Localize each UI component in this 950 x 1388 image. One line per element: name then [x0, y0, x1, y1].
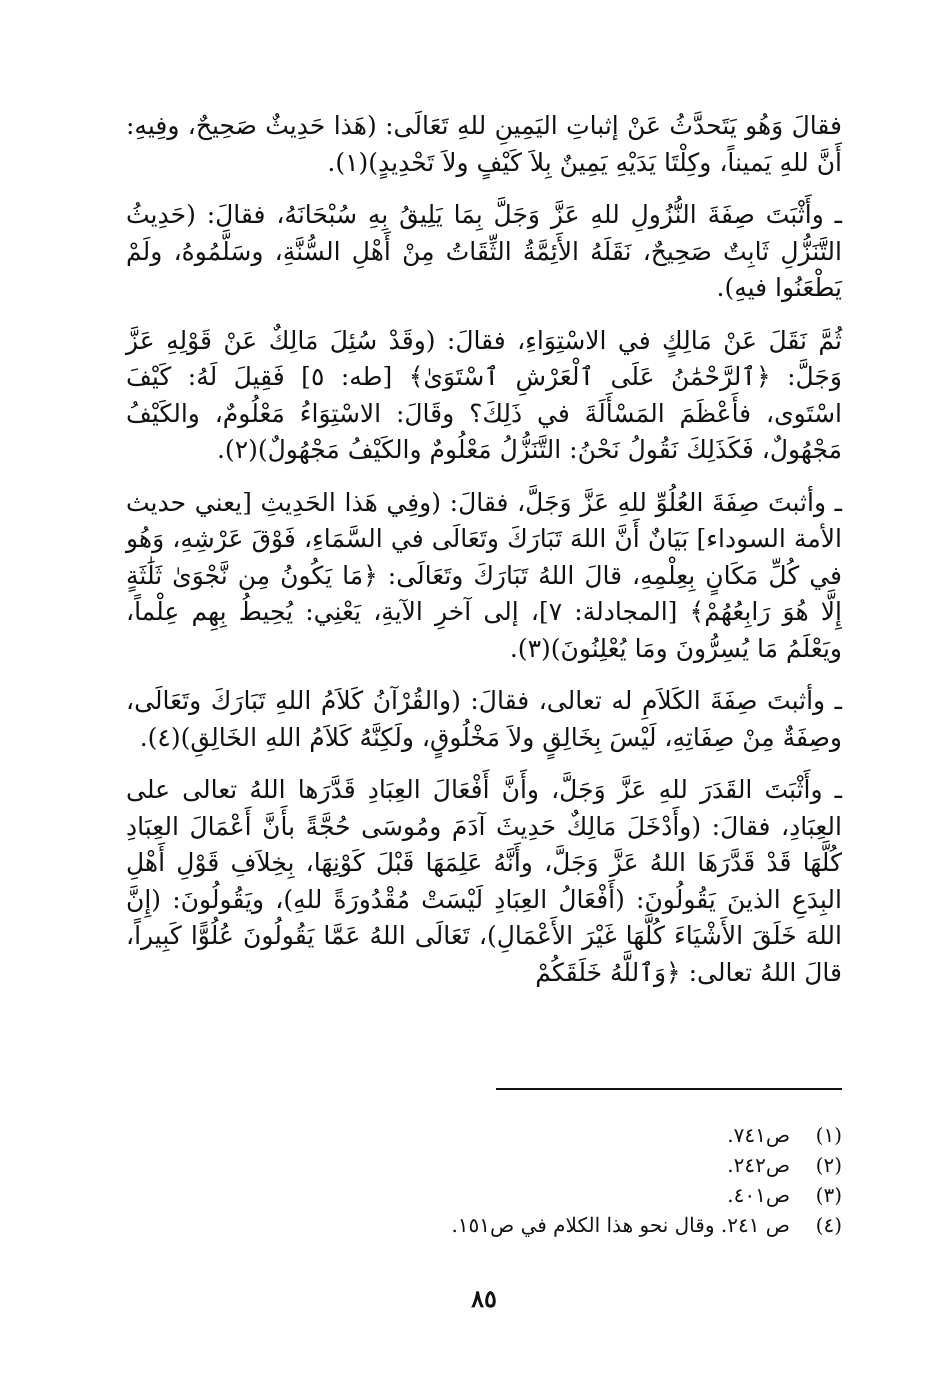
footnote-number: (٤) — [815, 1213, 842, 1237]
footnote-item — [126, 1210, 842, 1240]
footnote-text: ص ٢٤١. وقال نحو هذا الكلام في ص١٥١. — [451, 1213, 790, 1237]
paragraph-kalam: ـ وأثبتَ صِفَةَ الكَلاَمِ له تعالى، فقالَ: (والقُرْآنُ كَلاَمُ اللهِ تَبَارَكَ وتَعَالَى، وصِفَةٌ مِنْ صِفَاتِهِ، لَيْسَ بِخَالِقٍ ولاَ مَخْلُوقٍ، ولَكِنَّهُ كَلاَمُ اللهِ الخَالِقِ)(٤). — [126, 686, 842, 752]
footnote-number: (١) — [815, 1123, 842, 1147]
footnote-item — [126, 1120, 842, 1150]
paragraph-qadar: ـ وأَثْبَتَ القَدَرَ للهِ عَزَّ وَجَلَّ، وأَنَّ أَفْعَالَ العِبَادِ قَدَّرَها اللهُ تعالى على العِبَادِ، فقالَ: (وأَدْخَلَ مَالِكٌ حَدِيثَ آدَمَ ومُوسَى حُجَّةً بأَنَّ أَعْمَالَ العِبَادِ كُلَّهَا قَدْ قَدَّرَهَا اللهُ عَزَّ وَجَلَّ، وأَنَّهُ عَلِمَهَا قَبْلَ كَوْنِهَا، بِخِلاَفِ قَوْلِ أَهْلِ البِدَعِ الذينَ يَقُولُونَ: (أَفْعَالُ العِبَادِ لَيْسَتْ مُقْدُورَةً للهِ)، ويَقُولُونَ: (إِنَّ اللهَ خَلَقَ الأَشْيَاءَ كُلَّهَا غَيْرَ الأَعْمَالِ)، تَعَالَى اللهُ عَمَّا يَقُولُونَ عُلُوًّا كَبِيراً، قالَ اللهُ تعالى: ﴿وَٱللَّهُ خَلَقَكُمْ — [126, 775, 842, 987]
paragraph-uluw: ـ وأثبتَ صِفَةَ العُلُوِّ للهِ عَزَّ وَجَلَّ، فقالَ: (وفِي هَذا الحَدِيثِ [يعني حديث الأمة السوداء] بَيَانٌ أَنَّ اللهَ تَبَارَكَ وتَعَالَى في السَّمَاءِ، فَوْقَ عَرْشِهِ، وَهُو في كُلِّ مَكَانٍ بِعِلْمِهِ، قالَ اللهُ تَبَارَكَ وتَعَالَى: ﴿مَا يَكُونُ مِن نَّجْوَىٰ ثَلَٰثَةٍ إِلَّا هُوَ رَابِعُهُمْ﴾ [المجادلة: ٧]، إلى آخرِ الآيةِ، يَعْنِي: يُحِيطُ بِهِم عِلْماً، ويَعْلَمُ مَا يُسِرُّونَ ومَا يُعْلِنُونَ)(٣). — [126, 487, 842, 663]
footnote-text: ص٢٤٢. — [727, 1153, 790, 1177]
footnote-number: (٢) — [815, 1153, 842, 1177]
main-text — [126, 108, 842, 991]
book-page — [126, 108, 842, 1328]
footnote-text: ص٧٤١. — [727, 1123, 790, 1147]
footnotes — [126, 1120, 842, 1240]
footnote-divider — [496, 1088, 842, 1090]
paragraph-yamin: فقالَ وَهُو يَتَحدَّثُ عَنْ إثباتِ اليَمِينِ للهِ تَعَالَى: (هَذا حَدِيثٌ صَحِيحٌ، وفِيهِ: أَنَّ للهِ يَميناً، وكِلْتَا يَدَيْهِ يَمِينٌ بِلاَ كَيْفٍ ولاَ تَحْدِيدٍ)(١). — [126, 111, 842, 177]
footnote-number: (٣) — [815, 1183, 842, 1207]
footnote-item — [126, 1150, 842, 1180]
footnote-item — [126, 1180, 842, 1210]
footnote-text: ص٤٠١. — [727, 1183, 790, 1207]
paragraph-istiwa: ثُمَّ نَقَلَ عَنْ مَالِكٍ في الاسْتِوَاءِ، فقالَ: (وقَدْ سُئِلَ مَالِكٌ عَنْ قَوْلِهِ عَزَّ وَجَلَّ: ﴿ٱلرَّحْمَٰنُ عَلَى ٱلْعَرْشِ ٱسْتَوَىٰ﴾ [طه: ٥] فَقِيلَ لَهُ: كَيْفَ اسْتَوى، فأَعْظَمَ المَسْأَلَةَ في ذَلِكَ؟ وقَالَ: الاسْتِوَاءُ مَعْلُومٌ، والكَيْفُ مَجْهُولٌ، فَكَذَلِكَ نَقُولُ نَحْنُ: التَّنَزُّلُ مَعْلُومٌ والكَيْفُ مَجْهُولٌ)(٢). — [126, 325, 842, 464]
paragraph-nuzul: ـ وأَثْبَتَ صِفَةَ النُّزُولِ للهِ عَزَّ وَجَلَّ بِمَا يَلِيقُ بِهِ سُبْحَانَهُ، فقالَ: (حَدِيثُ التَّنَزُّلِ ثَابِتٌ صَحِيحٌ، نَقَلَهُ الأَئِمَّةُ الثِّقَاتُ مِنْ أَهْلِ السُّنَّةِ، وسَلَّمُوهُ، ولَمْ يَطْعَنُوا فيهِ). — [126, 200, 842, 302]
page-number: ٨٥ — [471, 1284, 497, 1313]
